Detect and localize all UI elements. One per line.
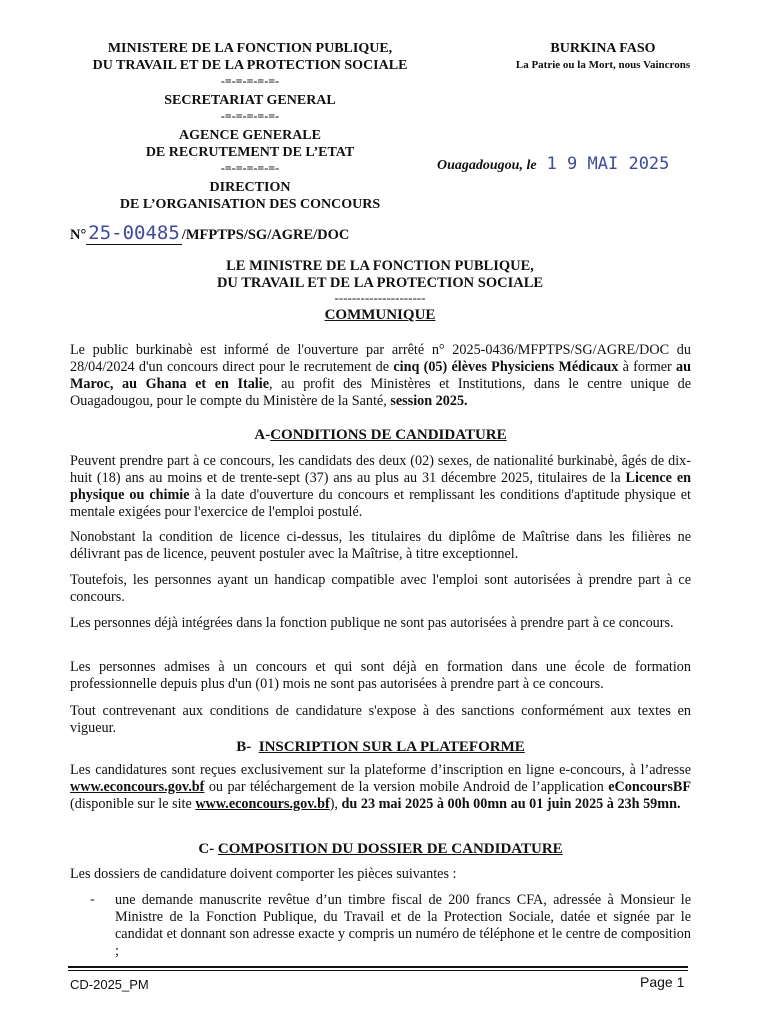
list-item-text: une demande manuscrite revêtue d’un timbre fiscal de 200 francs CFA, adressée à Monsieur le Ministre de la Fonction Publique, du Travail et de la Protection Sociale, datée et signée par le candidat et donnant son adresse exacte y compris un numéro de téléphone et le centre de composition ; xyxy=(115,892,691,959)
section-c-title: COMPOSITION DU DOSSIER DE CANDIDATURE xyxy=(217,841,563,857)
section-c-prefix: C- xyxy=(198,841,218,857)
paragraph-bold: Licence en physique ou chimie xyxy=(70,470,692,503)
intro-text: à former xyxy=(618,359,677,375)
section-a-paragraph-4: Les personnes déjà intégrées dans la fonction publique ne sont pas autorisées à prendre part à ce concours. xyxy=(70,615,674,631)
ref-stamp: 25-00485 xyxy=(88,222,180,244)
intro-text: , au profit des Ministères et Institutions, dans le centre unique de Ouagadougou, pour le compte du Ministère de la Santé, xyxy=(70,376,691,409)
agency-name-line2: DE RECRUTEMENT DE L’ETAT xyxy=(145,145,355,160)
section-b-paragraph xyxy=(70,762,691,813)
bullet-dash: - xyxy=(90,892,95,907)
paragraph-text: à la date d'ouverture du concours et remplissant les conditions d'aptitude physique et mentale exigées pour l'exercice de l'emploi postulé. xyxy=(70,487,692,520)
ref-suffix: /MFPTPS/SG/AGRE/DOC xyxy=(181,227,350,243)
document-list-item xyxy=(70,892,691,960)
paragraph-text: (disponible sur le site xyxy=(70,796,196,812)
communique-heading: COMMUNIQUE xyxy=(324,307,436,323)
section-a-prefix: A- xyxy=(254,427,271,443)
section-c-intro: Les dossiers de candidature doivent comporter les pièces suivantes : xyxy=(70,866,457,882)
section-a-paragraph-6: Tout contrevenant aux conditions de candidature s'expose à des sanctions conformément aux textes en vigueur. xyxy=(70,703,691,736)
date-stamp: 1 9 MAI 2025 xyxy=(546,154,670,174)
separator: -=-=-=-=-=- xyxy=(220,74,280,88)
paragraph-text: Peuvent prendre part à ce concours, les candidats des deux (02) sexes, de nationalité burkinabè, âgés de dix-huit (18) ans au moins et de trente-sept (37) ans au plus au 31 décembre 2025, titulaires de la xyxy=(70,453,691,486)
page-number: Page 1 xyxy=(640,974,685,990)
country-name: BURKINA FASO xyxy=(550,41,656,56)
minister-title-line2: DU TRAVAIL ET DE LA PROTECTION SOCIALE xyxy=(216,275,544,291)
separator: -=-=-=-=-=- xyxy=(220,161,280,175)
intro-bold-session: session 2025. xyxy=(390,393,468,409)
secretariat-name: SECRETARIAT GENERAL xyxy=(164,93,336,108)
ministry-name-line1: MINISTERE DE LA FONCTION PUBLIQUE, xyxy=(107,41,393,56)
document-code: CD-2025_PM xyxy=(70,977,149,992)
section-b-title: INSCRIPTION SUR LA PLATEFORME xyxy=(258,739,525,755)
document-title-block xyxy=(150,258,610,324)
ministry-name-line2: DU TRAVAIL ET DE LA PROTECTION SOCIALE xyxy=(92,58,408,73)
section-a-heading xyxy=(70,426,691,444)
intro-paragraph xyxy=(70,342,691,410)
intro-bold-positions: cinq (05) élèves Physiciens Médicaux xyxy=(393,359,619,375)
minister-title-line1: LE MINISTRE DE LA FONCTION PUBLIQUE, xyxy=(226,258,534,274)
econcours-link[interactable]: www.econcours.gov.bf xyxy=(70,779,205,795)
national-motto: La Patrie ou la Mort, nous Vaincrons xyxy=(515,59,691,71)
direction-name-line2: DE L’ORGANISATION DES CONCOURS xyxy=(119,197,381,212)
paragraph-text: ), xyxy=(329,796,342,812)
paragraph-text: ou par téléchargement de la version mobile Android de l’application xyxy=(204,779,609,795)
agency-name-line1: AGENCE GENERALE xyxy=(179,128,321,143)
ref-prefix: N° xyxy=(70,227,87,243)
section-b-heading xyxy=(70,738,691,756)
title-dashes: --------------------- xyxy=(334,290,426,305)
paragraph-text: Les candidatures sont reçues exclusivement sur la plateforme d’inscription en ligne e-concours, à l’adresse xyxy=(70,762,691,778)
separator: -=-=-=-=-=- xyxy=(220,109,280,123)
intro-bold-countries: au Maroc, au Ghana et en Italie xyxy=(70,359,691,392)
reference-number xyxy=(70,222,349,244)
footer-rule-thick xyxy=(68,966,688,968)
registration-period: du 23 mai 2025 à 00h 00mn au 01 juin 2025 à 23h 59mn. xyxy=(341,796,681,812)
section-a-paragraph-2: Nonobstant la condition de licence ci-dessus, les titulaires du diplôme de Maîtrise dans les filières ne délivrant pas de licence, peuvent postuler avec la Maîtrise, à titre exceptionnel. xyxy=(70,529,691,562)
footer-rule-thin xyxy=(68,970,688,971)
country-block xyxy=(488,40,718,73)
app-name: eConcoursBF xyxy=(608,779,691,795)
section-a-title: CONDITIONS DE CANDIDATURE xyxy=(270,427,507,443)
place-label: Ouagadougou, le xyxy=(437,158,537,173)
section-a-paragraph-5: Les personnes admises à un concours et qui sont déjà en formation dans une école de formation professionnelle depuis plus d'un (01) mois ne sont pas autorisées à prendre part à ce concours. xyxy=(70,659,691,692)
section-a-paragraph-1 xyxy=(70,453,691,521)
econcours-link[interactable]: www.econcours.gov.bf xyxy=(195,796,330,812)
place-date-line xyxy=(437,154,669,174)
intro-text: Le public burkinabè est informé de l'ouverture par arrêté n° 2025-0436/MFPTPS/SG/AGRE/DOC du 28/04/2024 d'un concours direct pour le recrutement de xyxy=(70,342,691,375)
ministry-header-block xyxy=(60,40,440,213)
direction-name-line1: DIRECTION xyxy=(209,180,291,195)
section-c-heading xyxy=(70,840,691,858)
section-b-prefix: B- xyxy=(236,739,259,755)
section-a-paragraph-3: Toutefois, les personnes ayant un handicap compatible avec l'emploi sont autorisées à prendre part à ce concours. xyxy=(70,572,691,605)
